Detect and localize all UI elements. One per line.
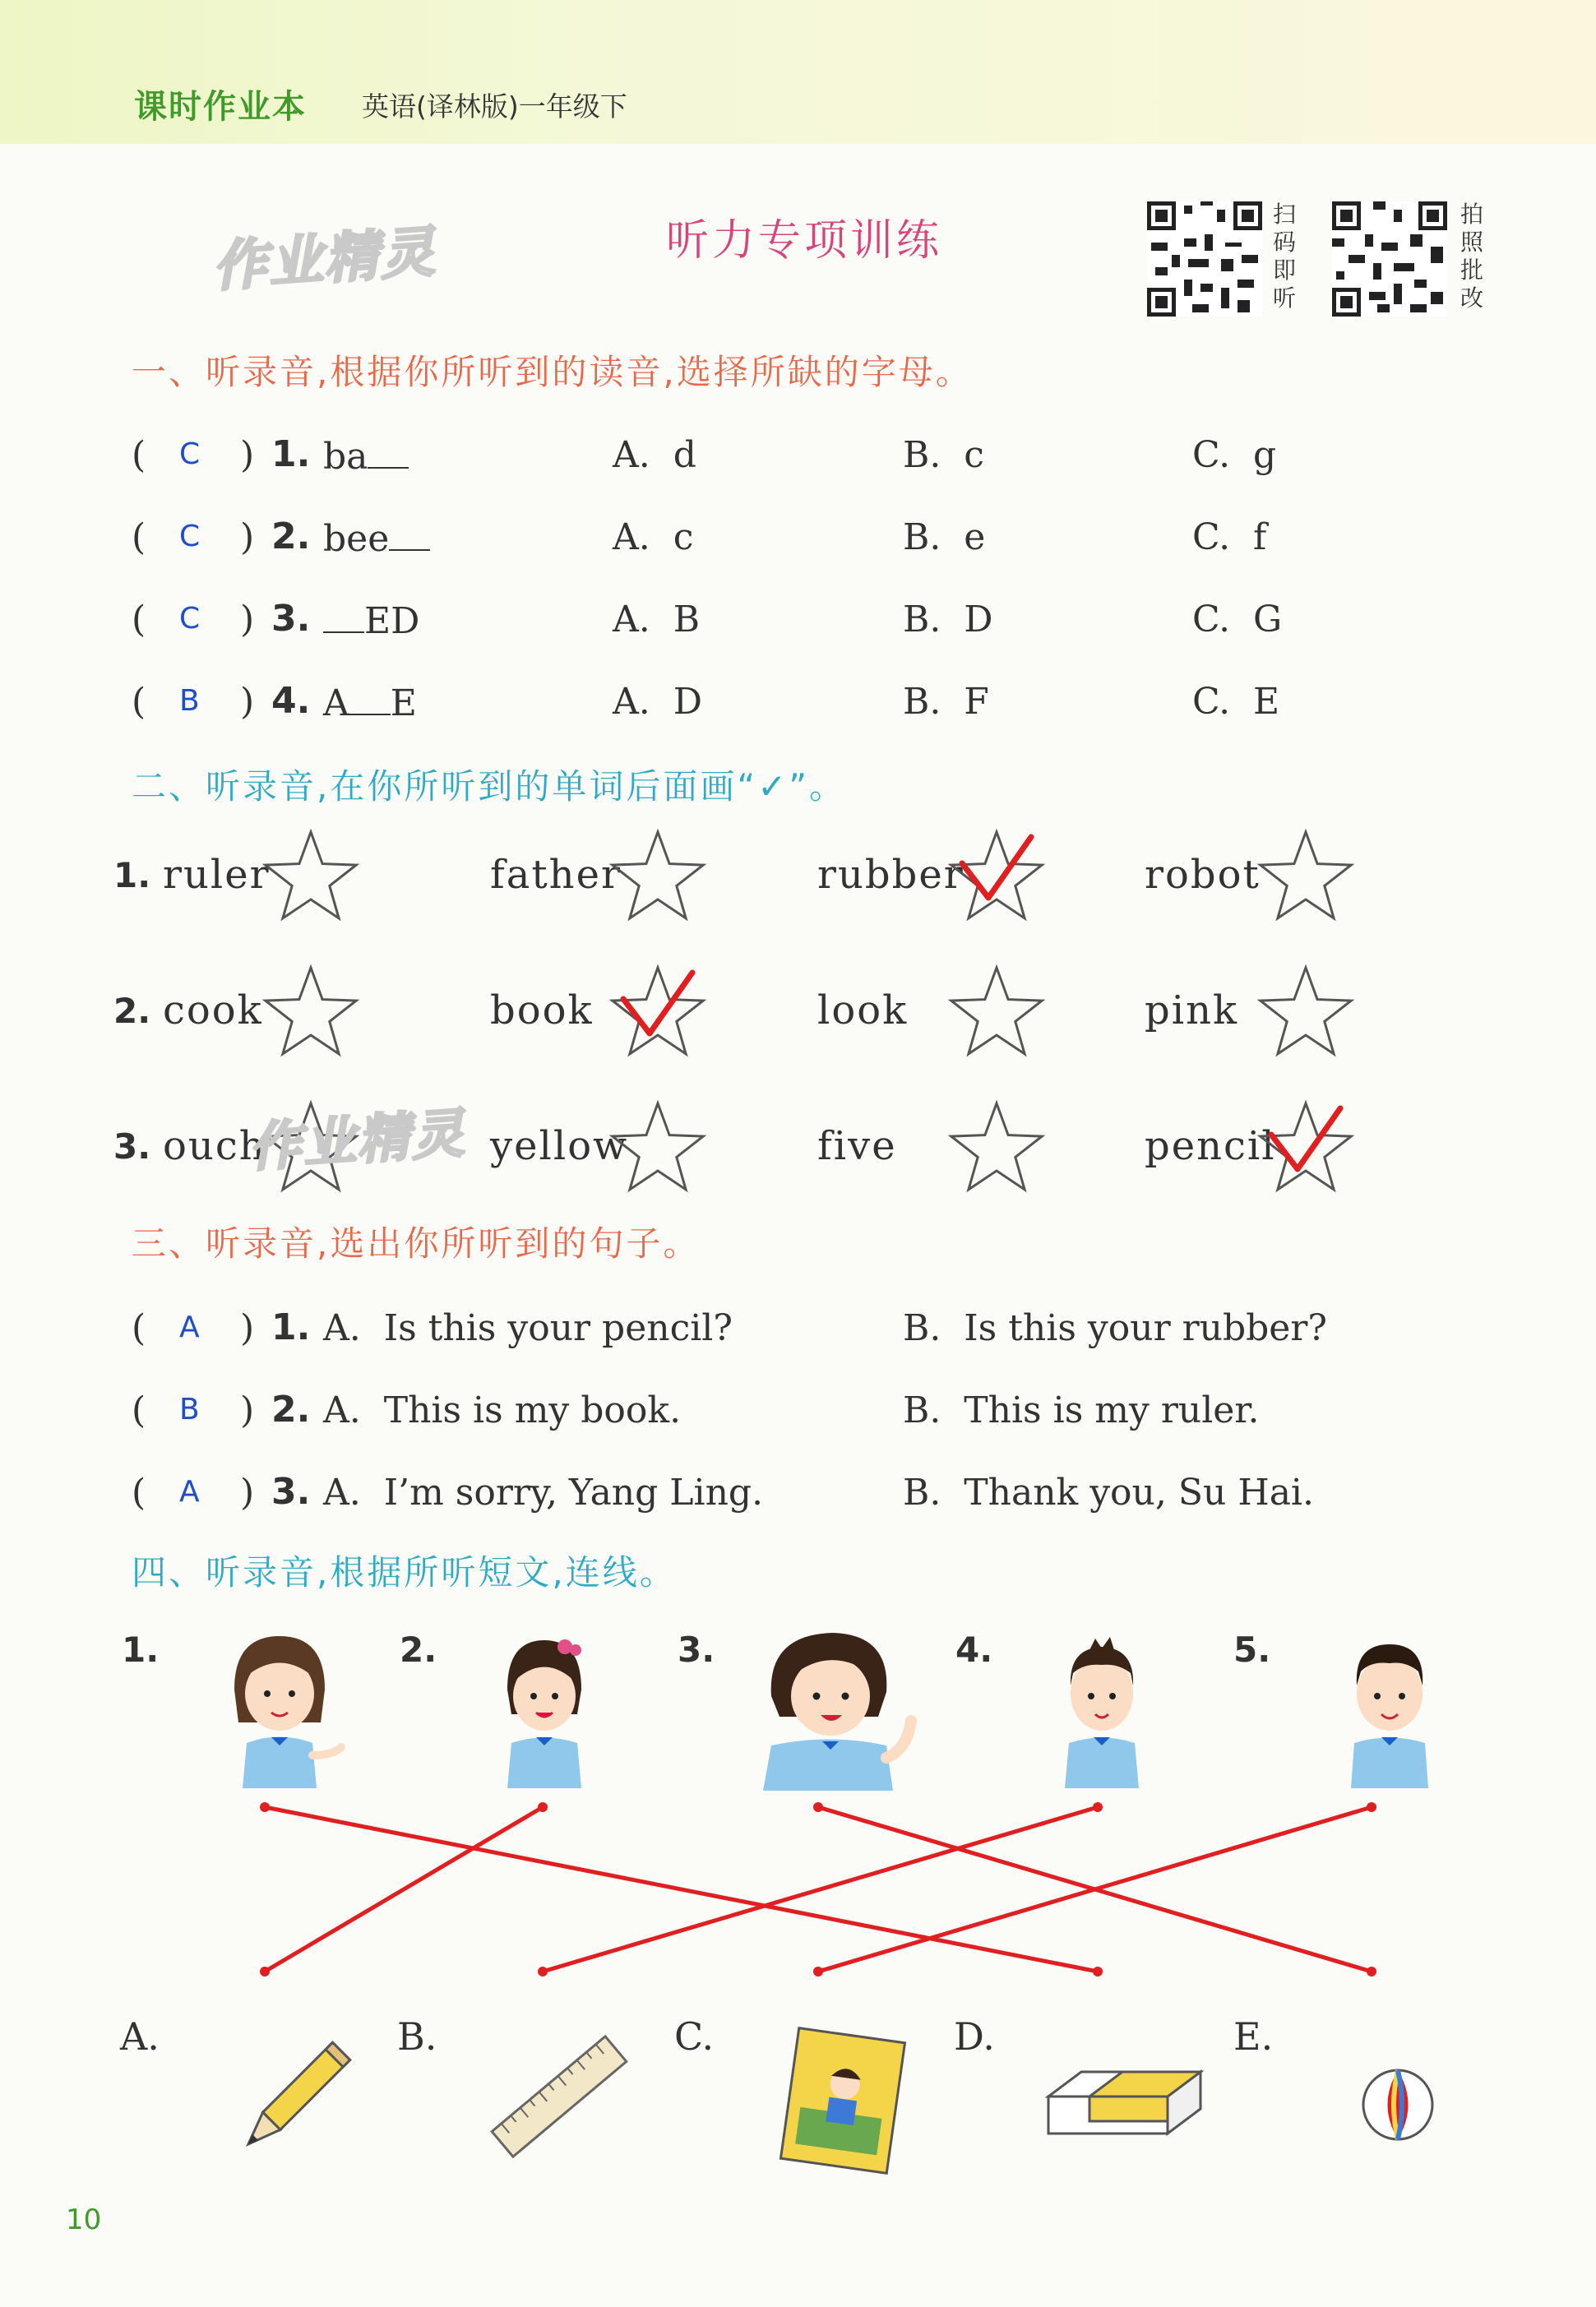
paren-close: ) — [240, 681, 255, 723]
paren-close: ) — [240, 599, 255, 640]
option-c: C. E — [1192, 681, 1280, 723]
word-label: robot — [1145, 852, 1261, 898]
option-b: B. Is this your rubber? — [903, 1307, 1327, 1349]
word-label: father — [490, 852, 622, 898]
match-dot — [260, 1802, 270, 1812]
ruler-icon — [485, 2023, 633, 2171]
answer-mark: B — [179, 1393, 200, 1426]
page-number: 10 — [66, 2203, 102, 2236]
question-number: 3. — [271, 1471, 311, 1513]
question-word: ba — [323, 434, 409, 478]
word-label: ruler — [163, 852, 271, 898]
star-icon[interactable] — [951, 968, 1042, 1054]
option-b: B. e — [903, 516, 986, 558]
page-title: 听力专项训练 — [666, 216, 943, 266]
rubber-icon — [1040, 2055, 1205, 2146]
item-label: A. — [120, 2014, 160, 2059]
match-line — [265, 1807, 1098, 1972]
answer-mark: C — [179, 437, 201, 471]
match-dot — [1093, 1967, 1103, 1976]
match-dot — [813, 1967, 823, 1976]
word-label: pencil — [1145, 1123, 1276, 1169]
watermark: 作业精灵 — [247, 1103, 468, 1180]
row-number: 2. — [113, 991, 151, 1031]
person-number: 2. — [400, 1630, 437, 1670]
person-number: 3. — [678, 1630, 715, 1670]
match-dot — [260, 1967, 270, 1976]
check-mark-icon — [962, 837, 1031, 898]
matching-lines — [0, 1792, 1596, 1998]
section-4-heading: 四、听录音,根据所听短文,连线。 — [132, 1552, 677, 1593]
answer-mark: C — [179, 602, 201, 636]
option-a: A. Is this your pencil? — [323, 1307, 733, 1349]
star-icon[interactable] — [613, 1103, 703, 1190]
match-dot — [813, 1802, 823, 1812]
word-label: pink — [1145, 987, 1239, 1033]
word-label: book — [490, 987, 594, 1033]
section-3-heading: 三、听录音,选出你所听到的句子。 — [132, 1223, 701, 1264]
paren-close: ) — [240, 1307, 255, 1349]
match-line — [265, 1807, 543, 1972]
qr-label-photo: 拍 照 批 改 — [1460, 201, 1484, 312]
person-number: 4. — [955, 1630, 993, 1670]
question-word: ED — [323, 599, 419, 642]
item-label: D. — [954, 2014, 995, 2059]
person-number: 1. — [122, 1630, 160, 1670]
paren-open: ( — [132, 1307, 146, 1349]
item-label: C. — [674, 2014, 715, 2059]
qr-code-icon[interactable] — [1147, 201, 1262, 317]
paren-open: ( — [132, 681, 146, 723]
match-line — [543, 1807, 1098, 1972]
answer-mark: A — [179, 1475, 200, 1509]
option-a: A. c — [613, 516, 694, 558]
question-number: 4. — [271, 680, 311, 722]
ball-icon — [1357, 2064, 1439, 2146]
check-mark-icon — [1271, 1108, 1340, 1169]
option-b: B. Thank you, Su Hai. — [903, 1472, 1314, 1514]
boy-5-icon — [1336, 1632, 1443, 1788]
section-2-heading: 二、听录音,在你所听到的单词后面画“✓”。 — [132, 766, 847, 807]
option-b: B. D — [903, 599, 993, 640]
star-icon[interactable] — [613, 832, 703, 918]
paren-open: ( — [132, 1389, 146, 1431]
option-c: C. G — [1192, 599, 1283, 640]
paren-open: ( — [132, 599, 146, 640]
girl-2-icon — [487, 1632, 602, 1788]
option-c: C. g — [1192, 434, 1277, 476]
watermark: 作业精灵 — [210, 220, 438, 299]
option-a: A. d — [613, 434, 696, 476]
paren-open: ( — [132, 1472, 146, 1514]
word-label: look — [817, 987, 909, 1033]
star-icon[interactable] — [266, 832, 356, 918]
pencil-icon — [222, 2031, 362, 2171]
qr-label-listen: 扫 码 即 听 — [1273, 201, 1297, 312]
word-label: ouch — [163, 1123, 266, 1169]
paren-open: ( — [132, 516, 146, 558]
row-number: 1. — [113, 855, 151, 895]
match-dot — [1367, 1967, 1376, 1976]
word-label: yellow — [490, 1123, 629, 1169]
answer-mark: C — [179, 520, 201, 553]
word-label: five — [817, 1123, 897, 1169]
book-icon — [773, 2027, 913, 2175]
option-a: A. B — [613, 599, 701, 640]
qr-code-icon[interactable] — [1332, 201, 1447, 317]
paren-close: ) — [240, 434, 255, 476]
question-number: 2. — [271, 1389, 311, 1431]
answer-mark: B — [179, 684, 200, 718]
question-word: bee — [323, 516, 430, 560]
girl-1-icon — [197, 1632, 362, 1788]
star-icon[interactable] — [266, 968, 356, 1054]
row-number: 3. — [113, 1126, 151, 1167]
boy-4-icon — [1052, 1632, 1151, 1788]
question-number: 3. — [271, 598, 311, 640]
paren-open: ( — [132, 434, 146, 476]
person-number: 5. — [1233, 1630, 1271, 1670]
option-a: A. I’m sorry, Yang Ling. — [323, 1472, 764, 1514]
question-word: A E — [323, 682, 417, 724]
answer-mark: A — [179, 1311, 200, 1344]
option-b: B. This is my ruler. — [903, 1389, 1260, 1431]
question-number: 1. — [271, 1306, 311, 1348]
item-label: B. — [397, 2014, 437, 2059]
option-a: A. This is my book. — [323, 1389, 682, 1431]
option-c: C. f — [1192, 516, 1267, 558]
question-number: 2. — [271, 515, 311, 557]
star-icon[interactable] — [1261, 832, 1351, 918]
book-subject: 英语(译林版)一年级下 — [362, 90, 627, 123]
option-a: A. D — [613, 681, 703, 723]
option-b: B. c — [903, 434, 984, 476]
match-dot — [538, 1802, 548, 1812]
match-dot — [1093, 1802, 1103, 1812]
star-icon[interactable] — [951, 1103, 1042, 1190]
question-number: 1. — [271, 433, 311, 475]
paren-close: ) — [240, 1472, 255, 1514]
match-dot — [1367, 1802, 1376, 1812]
paren-close: ) — [240, 516, 255, 558]
word-label: cook — [163, 987, 263, 1033]
girl-3-icon — [755, 1626, 928, 1791]
book-brand: 课时作业本 — [134, 88, 307, 126]
check-mark-icon — [623, 973, 692, 1033]
word-label: rubber — [817, 852, 965, 898]
item-label: E. — [1233, 2014, 1274, 2059]
paren-close: ) — [240, 1389, 255, 1431]
match-dot — [538, 1967, 548, 1976]
option-b: B. F — [903, 681, 989, 723]
section-1-heading: 一、听录音,根据你所听到的读音,选择所缺的字母。 — [132, 352, 973, 392]
star-grid — [0, 806, 1596, 1217]
star-icon[interactable] — [1261, 968, 1351, 1054]
